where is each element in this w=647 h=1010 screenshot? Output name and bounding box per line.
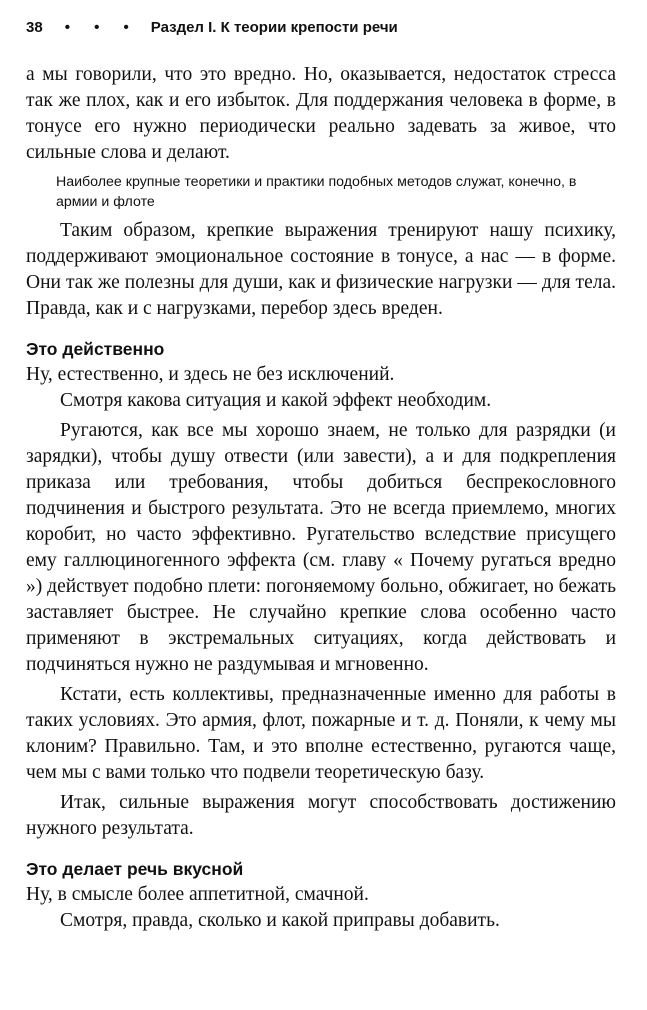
paragraph-2: Таким образом, крепкие выражения тренируют нашу психику, поддерживают эмоциональное состояние в тонусе, а нас — в форме. Они так же полезны для души, как и физические нагрузки — для тела. Правда, как и с нагрузками, перебор здесь вреден. [26,220,616,319]
side-note: Наиболее крупные теоретики и практики подобных методов служат, конечно, в армии и флоте [56,174,577,210]
paragraph-3: Ну, естественно, и здесь не без исключений. [26,364,395,385]
page-number: 38 [26,19,43,36]
section-heading-tasty: Это делает речь вкусной [26,859,244,879]
section-heading-effective: Это действенно [26,339,165,359]
paragraph-5: Ругаются, как все мы хорошо знаем, не только для разрядки (и зарядки), чтобы душу отвести (или завести), а и для подкрепления приказа или требования, чтобы добиться беспрекословного подчинения и быстрого результата. Это не всегда приемлемо, многих коробит, но часто эффективно. Ругательство вследствие присущего ему галлюциногенного эффекта (см. главу « Почему ругаться вредно ») действует подобно плети: погоняемому больно, обжигает, но бежать заставляет быстрее. Не случайно крепкие слова особенно часто применяют в экстремальных ситуациях, когда действовать и подчиняться нужно не раздумывая и мгновенно. [26,420,616,675]
paragraph-8: Ну, в смысле более аппетитной, смачной. [26,884,369,905]
paragraph-6: Кстати, есть коллективы, предназначенные именно для работы в таких условиях. Это армия, флот, пожарные и т. д. Поняли, к чему мы клоним? Правильно. Там, и это вполне естественно, ругаются чаще, чем мы с вами только что подвели теоретическую базу. [26,684,616,783]
paragraph-7: Итак, сильные выражения могут способствовать достижению нужного результата. [26,792,616,839]
book-page [26,16,616,934]
paragraph-4: Смотря какова ситуация и какой эффект необходим. [60,390,492,411]
header-dots: • • • [64,19,139,36]
paragraph-9: Смотря, правда, сколько и какой приправы добавить. [60,910,500,931]
running-head [26,16,616,40]
paragraph-1: а мы говорили, что это вредно. Но, оказывается, недостаток стресса так же плох, как и его избыток. Для поддержания человека в форме, в тонусе его нужно периодически реально задевать за живое, что сильные слова и делают. [26,64,616,163]
section-title: Раздел I. К теории крепости речи [150,19,398,36]
